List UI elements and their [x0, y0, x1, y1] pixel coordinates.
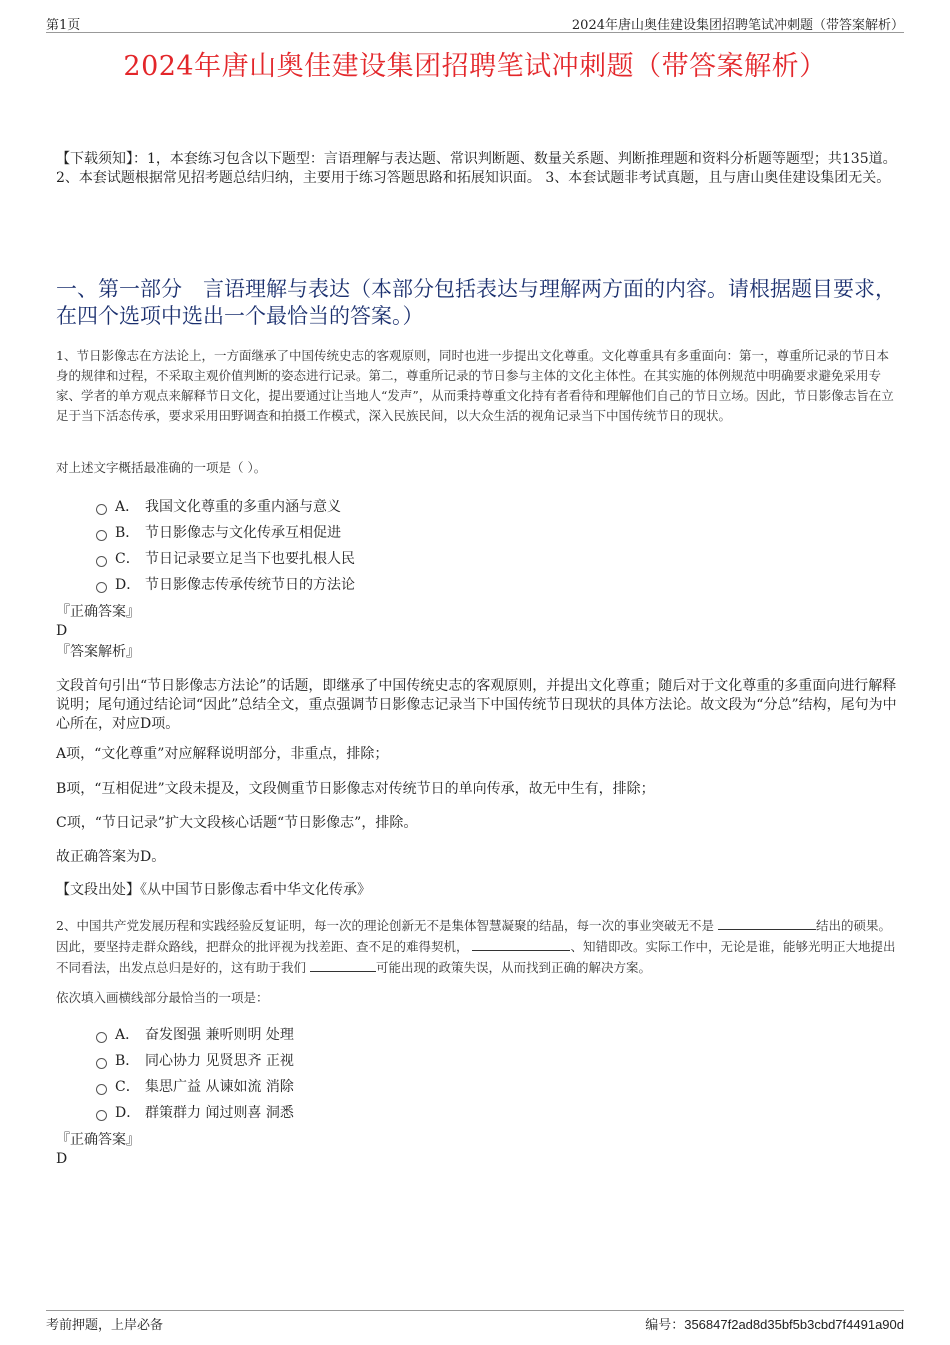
q2-question: 依次填入画横线部分最恰当的一项是： — [56, 990, 269, 1005]
q2-option-a[interactable]: A． 奋发图强 兼听则明 处理 — [96, 1021, 294, 1047]
q1-passage: 1、节日影像志在方法论上，一方面继承了中国传统史志的客观原则，同时也进一步提出文化尊重。文化尊重具有多重面向：第一，尊重所记录的节日本身的规律和过程，不采取主观价值判断的姿态进行记录。第二，尊重所记录的节日参与主体的文化主体性。在其实施的体例规范中明确要求避免采用专家、学者的单方观点来解释节日文化，提出要通过让当地人“发声”，从而秉持尊重文化持有者看待和理解他们自己的节日立场。因此，节日影像志旨在立足于当下活态传承，要求采用田野调查和拍摄工作模式，深入民族民间，以大众生活的视角记录当下中国传统节日的现状。 — [56, 348, 894, 423]
blank-2[interactable] — [472, 936, 570, 951]
radio-icon[interactable] — [96, 582, 107, 593]
q2-passage: 2、中国共产党发展历程和实践经验反复证明，每一次的理论创新无不是集体智慧凝聚的结晶，每一次的事业突破无不是 结出的硕果。因此，要坚持走群众路线，把群众的批评视为找差距、查不足的难得契机， 、知错即改。实际工作中，无论是谁，能够光明正大地提出不同看法，出发点总归是好的，这有助于我们 可能出现的政策失误，从而找到正确的解决方案。 — [56, 915, 901, 978]
q2-answer-label: 『正确答案』 — [56, 1132, 140, 1148]
document-title: 2024年唐山奥佳建设集团招聘笔试冲刺题（带答案解析） — [123, 51, 827, 82]
q2-options — [96, 1021, 294, 1125]
download-notice: 【下载须知】：1，本套练习包含以下题型：言语理解与表达题、常识判断题、数量关系题、判断推理题和资料分析题等题型；共135道。 2、本套试题根据常见招考题总结归纳，主要用于练习答题思路和拓展知识面。 3、本套试题非考试真题，且与唐山奥佳建设集团无关。 — [56, 151, 897, 186]
q2-option-b[interactable]: B． 同心协力 见贤思齐 正视 — [96, 1047, 294, 1073]
q1-analysis-summary: 文段首句引出“节日影像志方法论”的话题，即继承了中国传统史志的客观原则，并提出文化尊重；随后对于文化尊重的多重面向进行解释说明；尾句通过结论词“因此”总结全文，重点强调节日影像志记录当下中国传统节日现状的具体方法论。故文段为“分总”结构，尾句为中心所在，对应D项。 — [56, 678, 897, 732]
radio-icon[interactable] — [96, 1032, 107, 1043]
q1-option-d[interactable]: D． 节日影像志传承传统节日的方法论 — [96, 571, 355, 597]
q2-answer: D — [56, 1151, 68, 1167]
footer-code: 编号：356847f2ad8d35bf5b3cbd7f4491a90d — [645, 1317, 904, 1332]
q1-analysis-c: C项，“节日记录”扩大文段核心话题“节日影像志”，排除。 — [56, 815, 418, 831]
radio-icon[interactable] — [96, 1084, 107, 1095]
q1-answer: D — [56, 623, 68, 639]
q1-option-a[interactable]: A． 我国文化尊重的多重内涵与意义 — [96, 493, 355, 519]
q1-analysis-label: 『答案解析』 — [56, 644, 140, 660]
q1-options — [96, 493, 355, 597]
q1-answer-label: 『正确答案』 — [56, 604, 140, 620]
q1-option-b[interactable]: B． 节日影像志与文化传承互相促进 — [96, 519, 355, 545]
page-number: 第1页 — [46, 18, 81, 33]
radio-icon[interactable] — [96, 1058, 107, 1069]
footer-slogan: 考前押题，上岸必备 — [46, 1318, 164, 1333]
section-heading: 一、第一部分 言语理解与表达（本部分包括表达与理解两方面的内容。请根据题目要求，在四个选项中选出一个最恰当的答案。） — [56, 277, 896, 328]
q2-option-c[interactable]: C． 集思广益 从谏如流 消除 — [96, 1073, 294, 1099]
page-header — [46, 12, 904, 33]
blank-1[interactable] — [718, 915, 816, 930]
q2-option-d[interactable]: D． 群策群力 闻过则喜 洞悉 — [96, 1099, 294, 1125]
radio-icon[interactable] — [96, 556, 107, 567]
radio-icon[interactable] — [96, 504, 107, 515]
radio-icon[interactable] — [96, 530, 107, 541]
q1-question: 对上述文字概括最准确的一项是（ ）。 — [56, 460, 267, 475]
blank-3[interactable] — [310, 957, 376, 972]
q1-source: 【文段出处】《从中国节日影像志看中华文化传承》 — [56, 882, 371, 898]
q1-option-c[interactable]: C． 节日记录要立足当下也要扎根人民 — [96, 545, 355, 571]
q1-analysis-a: A项，“文化尊重”对应解释说明部分，非重点，排除； — [56, 746, 389, 762]
header-doc-title: 2024年唐山奥佳建设集团招聘笔试冲刺题（带答案解析） — [571, 18, 904, 33]
q1-analysis-conclusion: 故正确答案为D。 — [56, 849, 166, 865]
radio-icon[interactable] — [96, 1110, 107, 1121]
q1-analysis-b: B项，“互相促进”文段未提及，文段侧重节日影像志对传统节日的单向传承，故无中生有，排除； — [56, 781, 655, 797]
page-footer — [46, 1310, 904, 1331]
